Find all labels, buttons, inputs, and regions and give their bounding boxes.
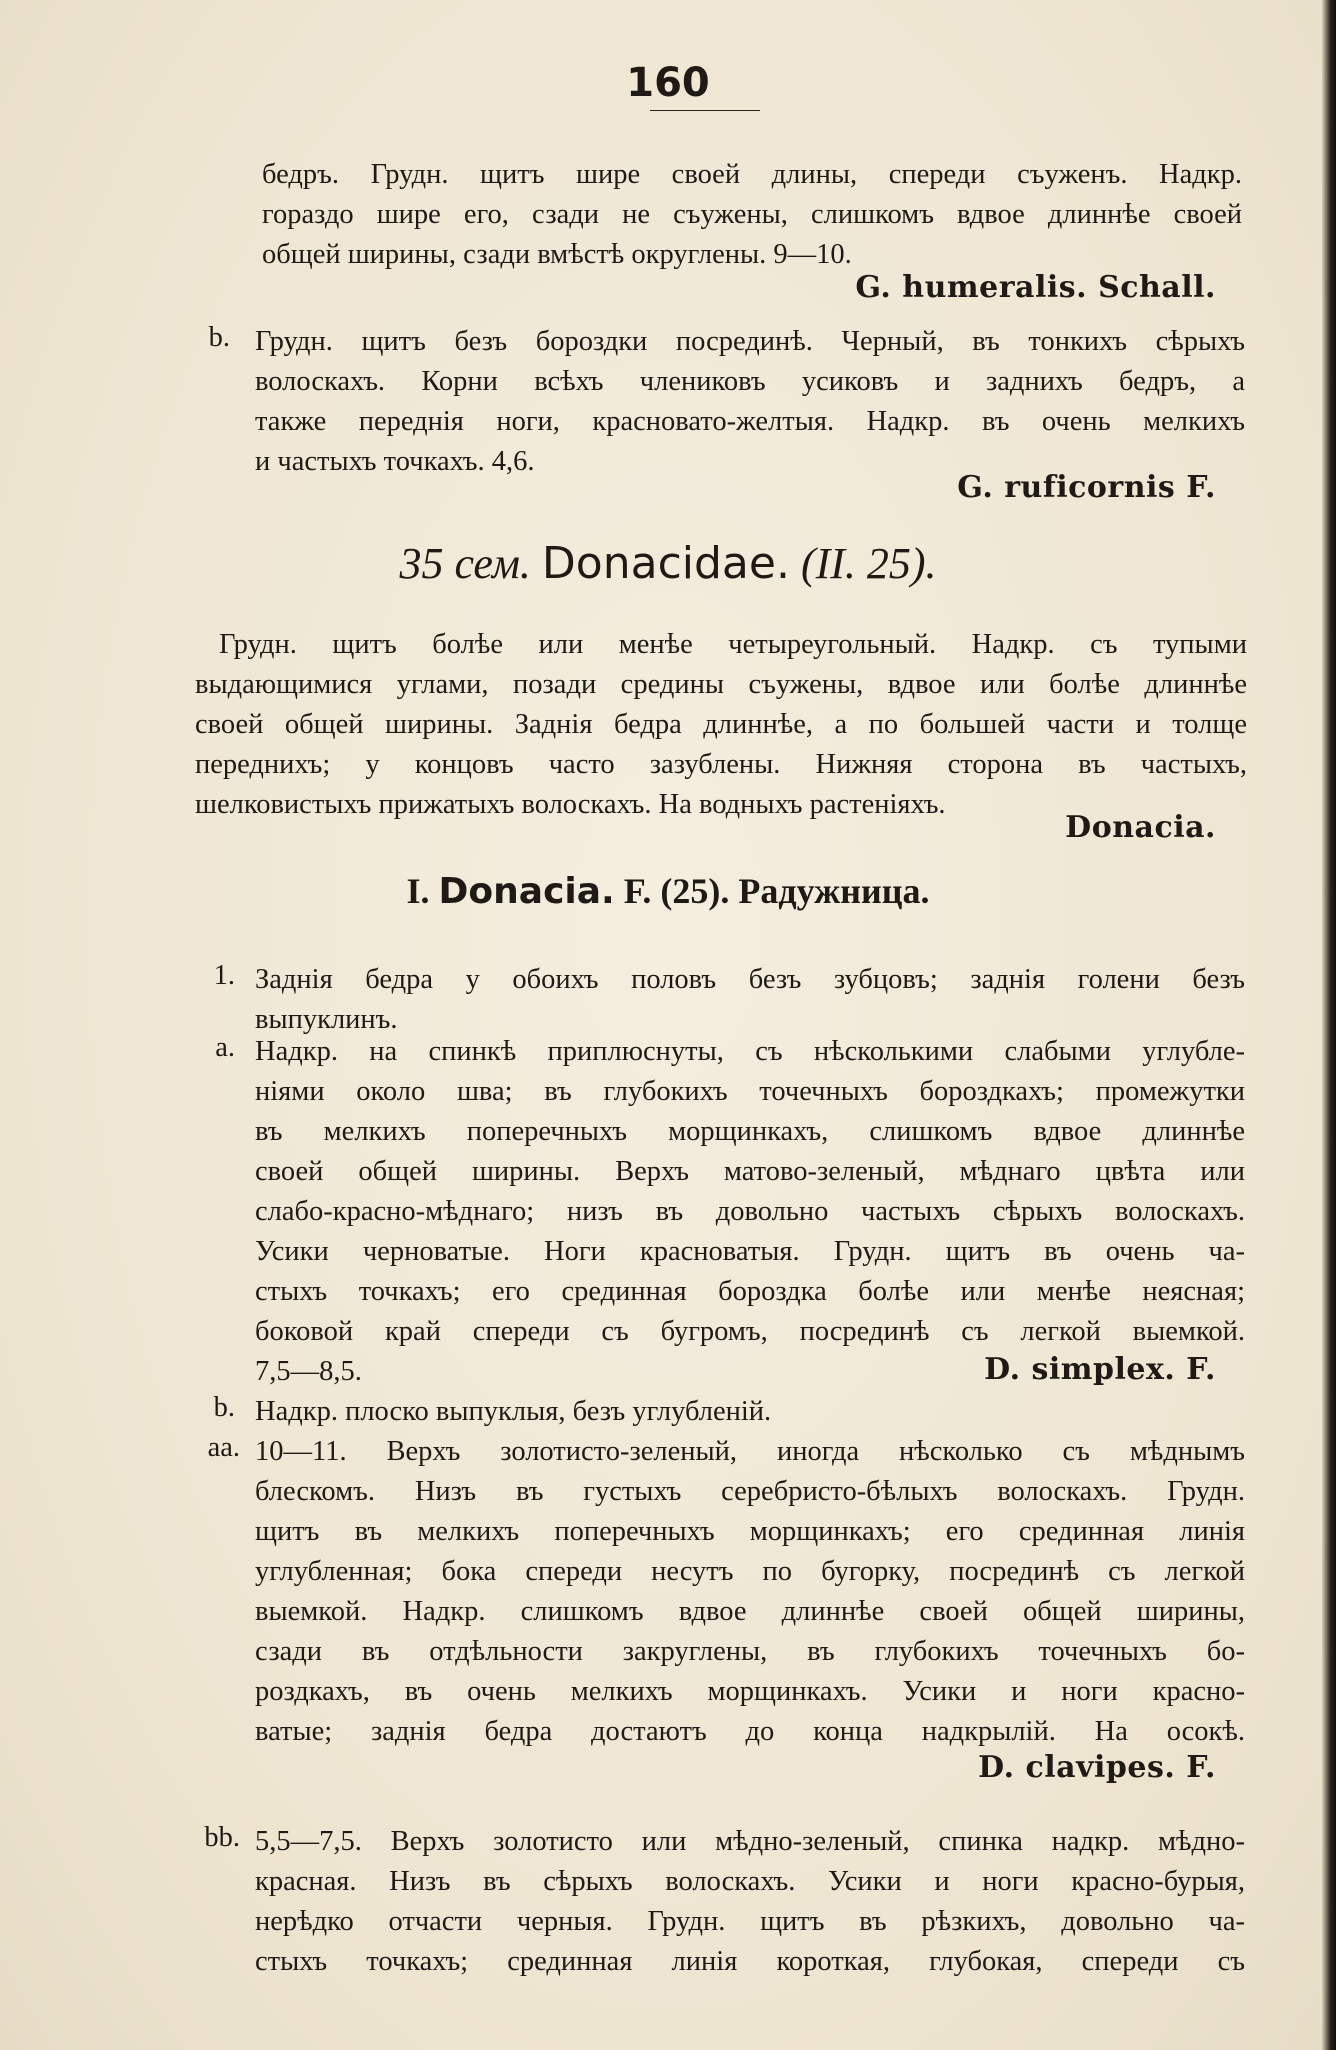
genus-name: Donacia. xyxy=(1065,810,1216,845)
text-line: Грудн. щитъ болѣе или менѣе четыреугольный. Надкр. съ тупыми xyxy=(219,629,1247,660)
text-line: нерѣдко отчасти черныя. Грудн. щитъ въ рѣзкихъ, довольно ча- xyxy=(255,1906,1245,1937)
text-line: своей общей ширины. Верхъ матово-зеленый, мѣднаго цвѣта или xyxy=(255,1156,1245,1187)
text-line: углубленная; бока спереди несутъ по бугорку, посрединѣ съ легкой xyxy=(255,1556,1245,1587)
text-line: переднихъ; у концовъ часто зазублены. Нижняя сторона въ частыхъ, xyxy=(195,749,1247,780)
text-line: стыхъ точкахъ; срединная линія короткая, глубокая, спереди съ xyxy=(255,1946,1245,1977)
key-marker: 1. xyxy=(213,960,235,991)
text-line: 10—11. Верхъ золотисто-зеленый, иногда нѣсколько съ мѣднымъ xyxy=(255,1436,1245,1467)
text-line: Грудн. щитъ безъ бороздки посрединѣ. Черный, въ тонкихъ сѣрыхъ xyxy=(255,326,1245,357)
text-line: выемкой. Надкр. слишкомъ вдвое длиннѣе своей общей ширины, xyxy=(255,1596,1245,1627)
text-line: Заднія бедра у обоихъ половъ безъ зубцовъ; заднія голени безъ xyxy=(255,964,1245,995)
text-line: гораздо шире его, сзади не съужены, слишкомъ вдвое длиннѣе своей xyxy=(262,199,1242,230)
text-line: стыхъ точкахъ; его срединная бороздка болѣе или менѣе неясная; xyxy=(255,1276,1245,1307)
species-name: G. ruficornis F. xyxy=(957,470,1216,505)
family-reference: (II. 25). xyxy=(800,539,937,588)
key-marker: b. xyxy=(213,1392,235,1423)
key-couplet-a xyxy=(255,1032,1245,1392)
continuation-paragraph xyxy=(262,155,1242,275)
genus-heading xyxy=(0,870,1336,912)
text-line: общей ширины, сзади вмѣстѣ округлены. 9—10. xyxy=(262,239,852,270)
text-line: щитъ въ мелкихъ поперечныхъ морщинкахъ; его срединная линія xyxy=(255,1516,1245,1547)
species-name: D. clavipes. F. xyxy=(978,1750,1216,1785)
text-line: слабо-красно-мѣднаго; низъ въ довольно частыхъ сѣрыхъ волоскахъ. xyxy=(255,1196,1245,1227)
text-line: выпуклинъ. xyxy=(255,1004,398,1035)
species-name: G. humeralis. Schall. xyxy=(855,270,1216,305)
key-marker: a. xyxy=(215,1032,235,1063)
text-line: ватые; заднія бедра достаютъ до конца надкрылій. На осокѣ. xyxy=(255,1716,1245,1747)
family-number: 35 сем. xyxy=(399,539,531,588)
genus-title: Donacia. xyxy=(438,871,615,912)
key-couplet-b xyxy=(255,1392,1245,1432)
text-line: ніями около шва; въ глубокихъ точечныхъ бороздкахъ; промежутки xyxy=(255,1076,1245,1107)
genus-author-russian-name: F. (25). Радужница. xyxy=(623,871,930,911)
key-couplet-aa xyxy=(255,1432,1245,1752)
family-heading xyxy=(0,538,1336,589)
species-name: D. simplex. F. xyxy=(984,1352,1216,1387)
key-marker: aa. xyxy=(207,1432,240,1463)
text-line: также переднія ноги, красновато-желтыя. Надкр. въ очень мелкихъ xyxy=(255,406,1245,437)
key-couplet-1 xyxy=(255,960,1245,1040)
text-line: въ мелкихъ поперечныхъ морщинкахъ, слишкомъ вдвое длиннѣе xyxy=(255,1116,1245,1147)
text-line: красная. Низъ въ сѣрыхъ волоскахъ. Усики и ноги красно-бурыя, xyxy=(255,1866,1245,1897)
page-number: 160 xyxy=(626,60,710,106)
text-line: Надкр. на спинкѣ приплюснуты, съ нѣсколькими слабыми углубле- xyxy=(255,1036,1245,1067)
key-marker: b. xyxy=(208,322,230,353)
text-line: боковой край спереди съ бугромъ, посрединѣ съ легкой выемкой. xyxy=(255,1316,1245,1347)
text-line: 5,5—7,5. Верхъ золотисто или мѣдно-зеленый, спинка надкр. мѣдно- xyxy=(255,1826,1245,1857)
text-line: 7,5—8,5. xyxy=(255,1356,362,1387)
genus-numeral: I. xyxy=(406,871,430,911)
page-number-rule xyxy=(650,110,760,111)
text-line: и частыхъ точкахъ. 4,6. xyxy=(255,446,535,477)
page-edge-shadow xyxy=(1322,0,1336,2050)
text-line: своей общей ширины. Заднія бедра длиннѣе, а по большей части и толще xyxy=(195,709,1247,740)
text-line: Надкр. плоско выпуклыя, безъ углубленій. xyxy=(255,1396,772,1427)
text-line: бедръ. Грудн. щитъ шире своей длины, спереди съуженъ. Надкр. xyxy=(262,159,1242,190)
text-line: Усики черноватые. Ноги красноватыя. Грудн. щитъ въ очень ча- xyxy=(255,1236,1245,1267)
text-line: блескомъ. Низъ въ густыхъ серебристо-бѣлыхъ волоскахъ. Грудн. xyxy=(255,1476,1245,1507)
family-name: Donacidae. xyxy=(541,538,790,589)
text-line: сзади въ отдѣльности закруглены, въ глубокихъ точечныхъ бо- xyxy=(255,1636,1245,1667)
key-couplet-bb xyxy=(255,1822,1245,1982)
key-marker: bb. xyxy=(204,1822,240,1853)
key-entry-b xyxy=(255,322,1245,482)
text-line: волоскахъ. Корни всѣхъ члениковъ усиковъ и заднихъ бедръ, а xyxy=(255,366,1245,397)
text-line: выдающимися углами, позади средины съужены, вдвое или болѣе длиннѣе xyxy=(195,669,1247,700)
family-description xyxy=(195,625,1247,825)
text-line: роздкахъ, въ очень мелкихъ морщинкахъ. Усики и ноги красно- xyxy=(255,1676,1245,1707)
text-line: шелковистыхъ прижатыхъ волоскахъ. На водныхъ растеніяхъ. xyxy=(195,789,946,820)
